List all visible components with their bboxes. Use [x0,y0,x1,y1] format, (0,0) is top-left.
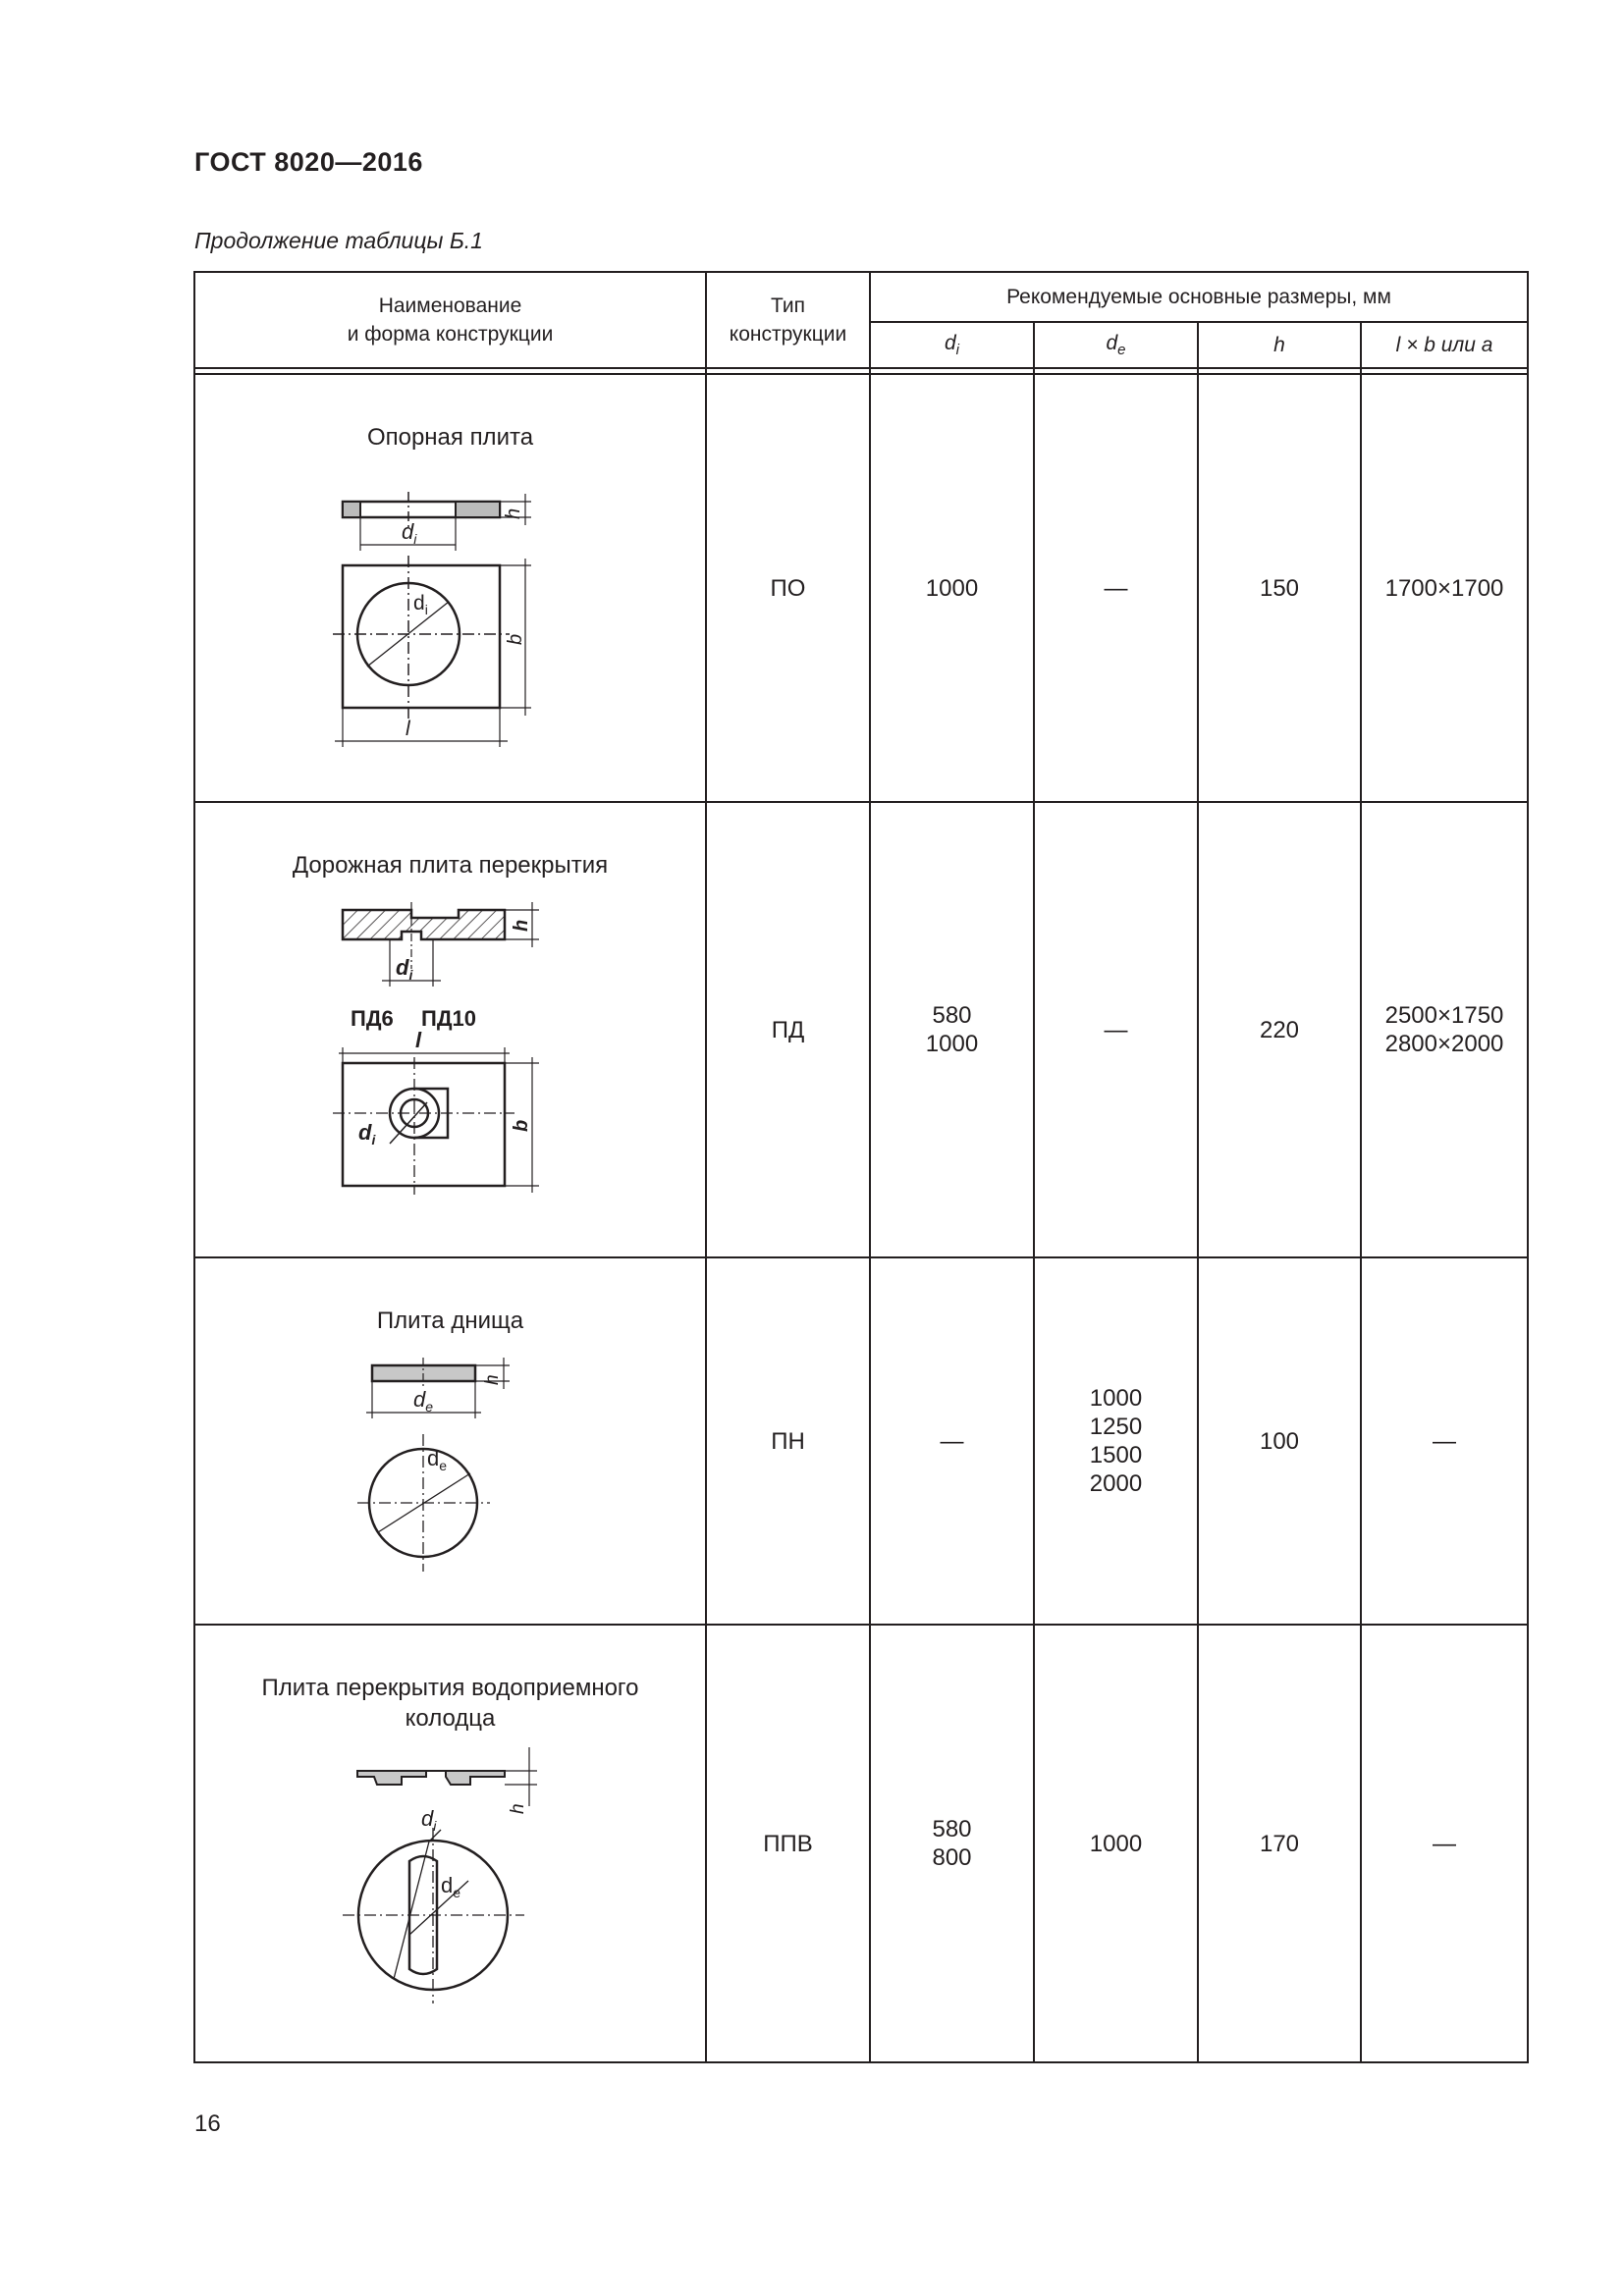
header-type-line2: конструкции [729,323,847,346]
value: 100 [1259,1427,1300,1455]
document-standard-code: ГОСТ 8020—2016 [194,147,423,177]
label-di: $d_i$ [401,519,416,547]
label-pd10: ПД10 [420,1006,476,1031]
label-h: h [502,507,524,519]
cell-de [1034,802,1198,1257]
value: 1250 [1089,1414,1143,1440]
value: 2000 [1089,1470,1143,1497]
cell-di [870,1257,1034,1625]
cell-h [1198,1625,1361,2062]
label-b: b [504,633,526,645]
cell-lba [1361,1257,1528,1625]
value: 580 [932,1002,972,1029]
label-l: l [414,1028,421,1052]
label-di: $d_i$ [395,955,412,983]
label-de-plan: $d_e$ [426,1446,447,1473]
value: — [1433,1427,1456,1455]
value: 220 [1259,1016,1300,1043]
support-plate-drawing [303,453,598,767]
figure-title: Плита днища [376,1308,524,1334]
label-de: $d_e$ [412,1387,433,1415]
header-name-line2: и форма конструкции [347,323,554,346]
inlet-well-plate-drawing [303,1734,598,2028]
page-number: 16 [194,2110,221,2137]
header-type-line1: Тип [770,294,805,317]
label-di: $d_i$ [420,1806,436,1834]
value: — [1433,1830,1456,1857]
header-h: h [1198,322,1361,368]
value: 2800×2000 [1384,1031,1504,1057]
cell-h [1198,802,1361,1257]
header-di [870,322,1034,368]
value: 2500×1750 [1384,1002,1504,1029]
value: 580 [932,1816,972,1842]
header-recommended-sizes: Рекомендуемые основные размеры, мм [870,272,1528,322]
figure-title: Опорная плита [366,424,534,451]
label-l: l [405,718,410,740]
cell-h [1198,1257,1361,1625]
header-de-index: e [1117,342,1126,359]
dimensions-table [193,271,1529,2063]
value: — [1104,574,1128,602]
bottom-plate-drawing [303,1336,598,1591]
header-di-index: i [955,342,960,359]
table-row [194,1625,1528,2062]
header-name-line1: Наименование [378,294,522,317]
cell-h [1198,374,1361,802]
cell-type: ППВ [706,1625,870,2062]
figure-title: Дорожная плита перекрытия [292,852,609,879]
cell-de [1034,1625,1198,2062]
header-de-letter: d [1106,331,1118,354]
cell-di [870,1625,1034,2062]
cell-di [870,802,1034,1257]
figure-cell-road-plate [194,802,706,1257]
label-h: h [507,1803,528,1814]
value: 800 [932,1844,972,1871]
figure-title-line1: Плита перекрытия водоприемного [261,1675,639,1701]
header-lba: l × b или a [1361,322,1528,368]
figure-title [195,1673,705,1734]
value: 1000 [925,1031,979,1057]
figure-cell-support-plate [194,374,706,802]
cell-lba [1361,802,1528,1257]
value: 1000 [1089,1385,1143,1412]
label-pd6: ПД6 [350,1006,394,1031]
cell-lba [1361,1625,1528,2062]
figure-cell-bottom-plate [194,1257,706,1625]
value: 170 [1259,1830,1300,1857]
cell-type: ПО [706,374,870,802]
value: 1700×1700 [1384,574,1504,602]
figure-title-line2: колодца [405,1705,496,1732]
cell-di [870,374,1034,802]
label-b: b [510,1119,532,1132]
cell-type: ПН [706,1257,870,1625]
header-type [706,272,870,368]
value: 1000 [925,574,979,602]
table-caption: Продолжение таблицы Б.1 [194,228,483,253]
cell-lba [1361,374,1528,802]
label-di-plan: $d_i$ [357,1120,375,1148]
road-plate-drawing [303,881,598,1244]
cell-de [1034,1257,1198,1625]
figure-cell-inlet-well-plate [194,1625,706,2062]
header-name-form [194,272,706,368]
cell-type: ПД [706,802,870,1257]
label-h: h [481,1374,503,1385]
cell-de [1034,374,1198,802]
value: — [940,1427,964,1455]
table-row [194,802,1528,1257]
value: 150 [1259,574,1300,602]
label-de-plan: $d_e$ [440,1873,460,1900]
label-h: h [510,919,532,932]
value: — [1104,1016,1128,1043]
header-di-letter: d [944,331,956,354]
value: 1000 [1089,1830,1143,1857]
table-row [194,374,1528,802]
header-de [1034,322,1198,368]
table-row [194,1257,1528,1625]
value: 1500 [1089,1442,1143,1468]
label-di-plan: $d_i$ [412,592,428,617]
